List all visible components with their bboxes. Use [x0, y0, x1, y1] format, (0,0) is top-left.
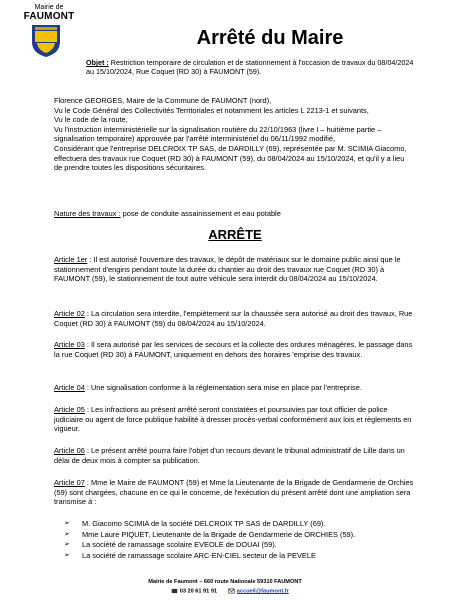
nature-label: Nature des travaux :: [54, 209, 121, 218]
preamble-line: Considérant que l'entreprise DELCROIX TP SAS, de DARDILLY (69), représentée par M. SCIMIA Giacomo, effectuera des travaux rue Coquet (RD 30) à FAUMONT (59), du 08/04/2024 au 15/10/2024, et qu'il y a lieu de prendre toutes les dispositions sécuritaires.: [54, 143, 407, 173]
article-text: : Une signalisation conforme à la réglementation sera mise en place par l'entreprise.: [84, 383, 362, 392]
article-4: [54, 383, 414, 393]
article-text: : Il sera autorisé par les services de secours et la collecte des ordures ménagères, le passage dans la rue Coquet (RD 30) à FAUMONT, uniquement en dehors des horaires 'emprise des travaux.: [54, 340, 413, 359]
article-label: Article 02: [54, 309, 85, 318]
article-text: : La circulation sera interdite, l'empiètement sur la chaussée sera autorisé au droit des travaux, Rue Coquet (RD 30) à FAUMONT (59) du 08/04/2024 au 15/10/2024.: [54, 309, 413, 328]
arrete-heading: ARRÊTE: [208, 227, 262, 242]
nature-text: pose de conduite assainissement et eau potable: [120, 209, 281, 218]
arrow-bullet-icon: ➢: [64, 520, 70, 527]
footer-contact: [140, 588, 320, 594]
arrow-bullet-icon: ➢: [64, 541, 70, 548]
article-text: : Il est autorisé l'ouverture des travaux, le dépôt de matériaux sur le domaine public ainsi que le stationnement d'engins pendant toute la durée du chantier au droit des travaux rue Coquet (RD 30) à FAUMONT (59), le stationnement de tout autre véhicule sera interdit du 08/04/2024 au 15/10/2024.: [54, 255, 401, 284]
article-label: Article 04: [54, 383, 85, 392]
list-item: ➢ M. Giacomo SCIMIA de la société DELCROIX TP SAS de DARDILLY (69).: [64, 519, 326, 528]
preamble-line: Vu le code de la route,: [54, 115, 128, 125]
phone-icon: [171, 588, 178, 594]
arrow-bullet-icon: ➢: [64, 551, 70, 559]
preamble-line: Vu l'instruction interministérielle sur la signalisation routière du 22/10/1963 (livre I – huitième partie – signalisation temporaire) approuvée par l'arrêté interministériel du 06/11/1992 modifié,: [54, 124, 382, 144]
article-label: Article 03: [54, 340, 85, 349]
article-label: Article 1er: [54, 255, 88, 264]
document-title: Arrêté du Maire: [196, 27, 344, 49]
email-icon: [228, 588, 235, 594]
arrow-bullet-icon: ➢: [64, 530, 70, 538]
ampliation-list: [62, 519, 382, 561]
list-item: ➢ La société de ramassage scolaire EVEOLE de DOUAI (59).: [64, 540, 277, 549]
article-label: Article 05: [54, 405, 85, 414]
article-3: [54, 340, 414, 359]
logo-caption: Mairie de: [34, 4, 64, 11]
article-7: [54, 478, 414, 507]
article-label: Article 06: [54, 446, 85, 455]
article-text: : Le présent arrêté pourra faire l'objet d'un recours devant le tribunal administratif de Lille dans un délai de deux mois à compter sa publication.: [54, 446, 405, 465]
footer-address: Mairie de Faumont – 660 route Nationale 59310 FAUMONT: [148, 579, 302, 585]
footer-email-link[interactable]: accueil@faumont.fr: [236, 588, 289, 595]
article-2: [54, 309, 414, 328]
article-text: : Les infractions au présent arrêté seront constatées et poursuivies par tout officier de police judiciaire ou agent de force publique habilité à dresser procès-verbal conformément aux lois et règlements en vigueur.: [54, 405, 412, 434]
preamble-line: Vu le Code Général des Collectivités Territoriales et notamment les articles L 2213-1 et suivants,: [54, 105, 369, 115]
nature-travaux: [54, 209, 414, 219]
objet-paragraph: [86, 58, 416, 76]
article-label: Article 07: [54, 478, 85, 487]
article-text: : Mme le Maire de FAUMONT (59) et Mme la Lieutenante de la Brigade de Gendarmerie de Orchies (59) sont chargées, chacune en ce qui le concerne, de l'exécution du présent arrêté dont une ampliation sera transmise à :: [54, 478, 414, 507]
town-crest-logo: [31, 24, 61, 58]
preamble: [54, 96, 414, 173]
objet-text: Restriction temporaire de circulation et de stationnement à l'occasion de travaux du 08/04/2024 au 15/10/2024, Rue Coquet (RD 30) à FAUMONT (59).: [86, 58, 414, 76]
article-5: [54, 405, 414, 434]
list-item: ➢ Mme Laure PIQUET, Lieutenante de la Brigade de Gendarmerie de ORCHIES (59).: [64, 529, 356, 539]
logo-town-name: FAUMONT: [23, 11, 75, 22]
list-item: ➢ La société de ramassage scolaire ARC-EN-CIEL secteur de la PEVELE: [64, 550, 316, 560]
article-6: [54, 446, 414, 465]
article-1: [54, 255, 414, 284]
objet-label: Objet :: [86, 58, 109, 67]
footer-phone: 03 20 61 91 91: [179, 588, 218, 595]
preamble-line: Florence GEORGES, Maire de la Commune de FAUMONT (nord),: [54, 96, 272, 105]
